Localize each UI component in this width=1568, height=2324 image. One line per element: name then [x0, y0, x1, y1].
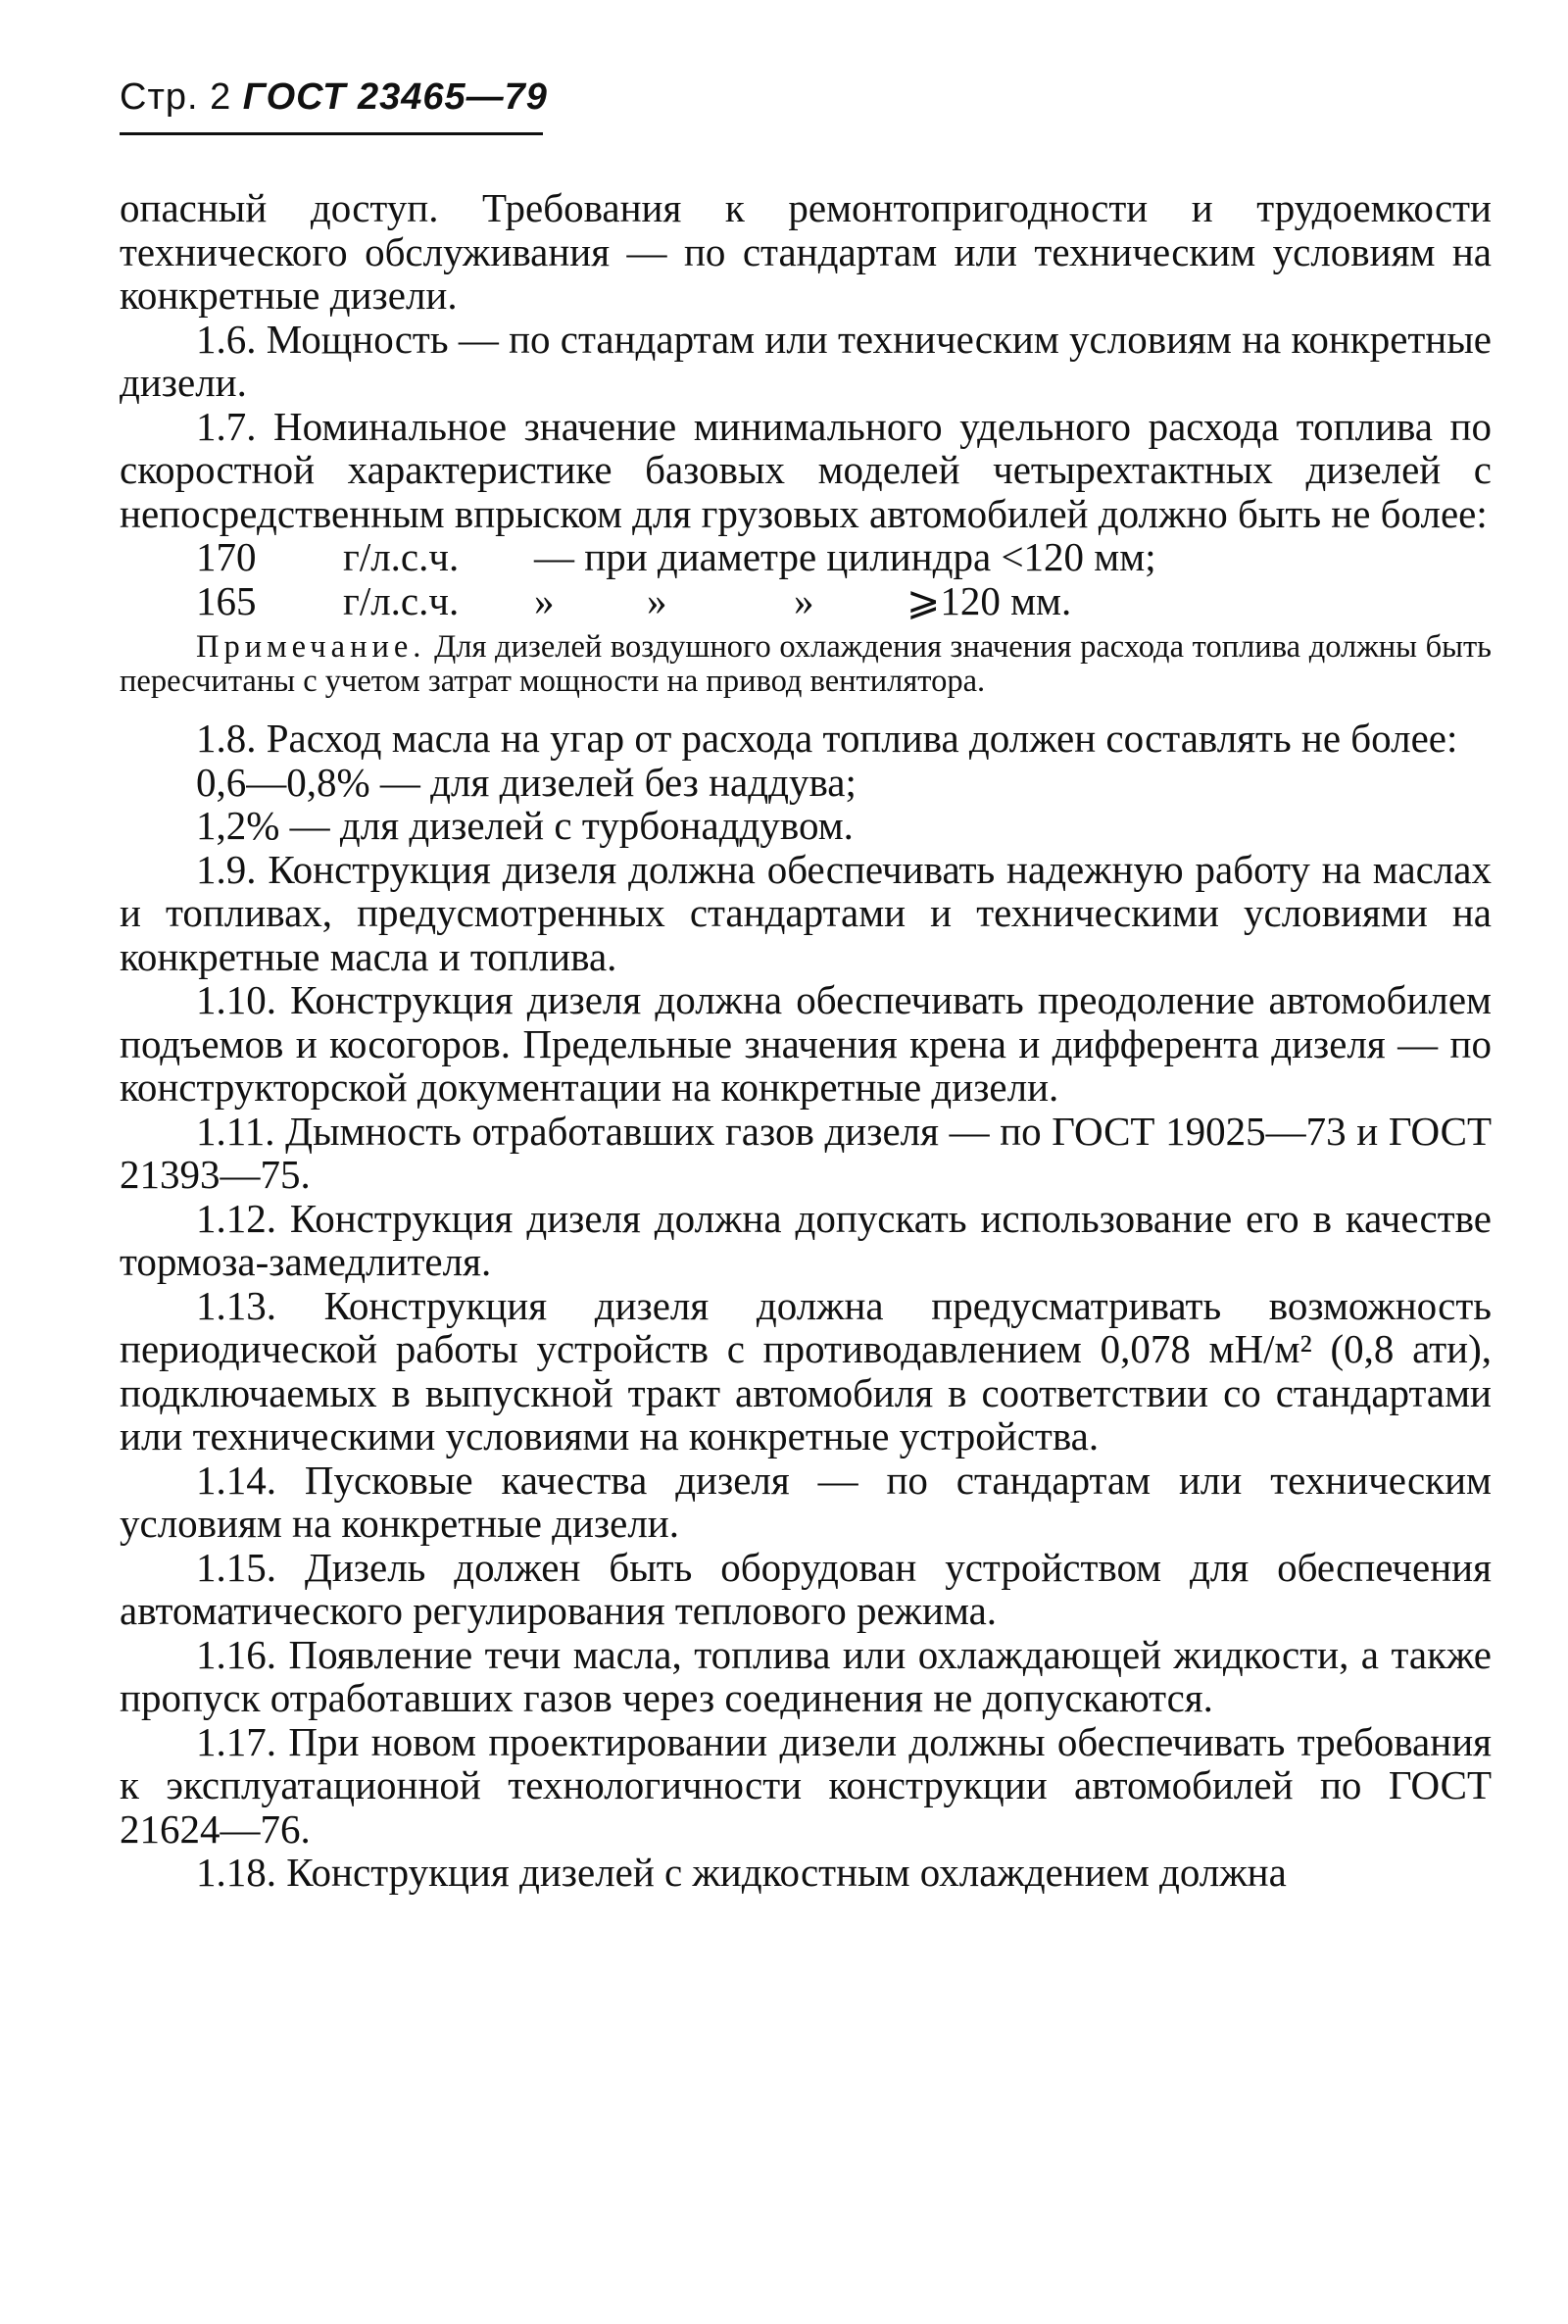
paragraph-1-17: 1.17. При новом проектировании дизели должны обеспечивать требования к эксплуатационной технологичности конструкции автомобилей по ГОСТ 21624—76.: [120, 1718, 1492, 1852]
oil-rate-2: 1,2% — для дизелей с турбонаддувом.: [196, 803, 854, 848]
paragraph-1-18: 1.18. Конструкция дизелей с жидкостным охлаждением должна: [196, 1850, 1287, 1895]
note-label: Примечание.: [196, 629, 426, 665]
paragraph-1-9: 1.9. Конструкция дизеля должна обеспечивать надежную работу на маслах и топливах, предусмотренных стандартами и техническими условиями на конкретные масла и топлива.: [120, 846, 1492, 979]
oil-rate-1: 0,6—0,8% — для дизелей без наддува;: [196, 759, 857, 805]
paragraph-1-11: 1.11. Дымность отработавших газов дизеля — по ГОСТ 19025—73 и ГОСТ 21393—75.: [120, 1108, 1492, 1197]
standard-number: ГОСТ 23465—79: [242, 76, 548, 118]
note-text: Для дизелей воздушного охлаждения значения расхода топлива должны быть пересчитаны с учетом затрат мощности на привод вентилятора.: [120, 629, 1492, 699]
paragraph-1-10: 1.10. Конструкция дизеля должна обеспечивать преодоление автомобилем подъемов и косогоров. Предельные значения крена и дифферента дизеля — по конструкторской документации на конкретные дизели.: [120, 977, 1492, 1110]
paragraph-1-14: 1.14. Пусковые качества дизеля — по стандартам или техническим условиям на конкретные дизели.: [120, 1457, 1492, 1546]
paragraph-continuation: опасный доступ. Требования к ремонтопригодности и трудоемкости технического обслуживания — по стандартам или техническим условиям на конкретные дизели.: [120, 185, 1492, 318]
paragraph-1-8: 1.8. Расход масла на угар от расхода топлива должен составлять не более:: [196, 716, 1458, 761]
note: [120, 630, 1492, 699]
paragraph-1-7: 1.7. Номинальное значение минимального удельного расхода топлива по скоростной характеристике базовых моделей четырехтактных дизелей с непосредственным впрыском для грузовых автомобилей должно быть не более:: [120, 403, 1492, 536]
paragraph-1-16: 1.16. Появление течи масла, топлива или охлаждающей жидкости, а также пропуск отработавших газов через соединения не допускаются.: [120, 1631, 1492, 1720]
body-text: [120, 186, 1492, 1895]
paragraph-1-6: 1.6. Мощность — по стандартам или техническим условиям на конкретные дизели.: [120, 316, 1492, 405]
fuel-rate-row-1: 170 г/л.с.ч. — при диаметре цилиндра <120 мм;: [196, 534, 1156, 579]
paragraph-1-12: 1.12. Конструкция дизеля должна допускать использование его в качестве тормоза-замедлителя.: [120, 1195, 1492, 1284]
fuel-rate-row-2: 165 г/л.с.ч. » » » ⩾120 мм.: [196, 577, 1072, 623]
page-number: Стр. 2: [120, 76, 232, 118]
header-rule: [120, 132, 543, 135]
paragraph-1-13: 1.13. Конструкция дизеля должна предусматривать возможность периодической работы устройств с противодавлением 0,078 мН/м² (0,8 ати), подключаемых в выпускной тракт автомобиля в соответствии со стандартами или техническими условиями на конкретные устройства.: [120, 1282, 1492, 1459]
paragraph-1-15: 1.15. Дизель должен быть оборудован устройством для обеспечения автоматического регулирования теплового режима.: [120, 1544, 1492, 1633]
page-header: [120, 76, 548, 119]
